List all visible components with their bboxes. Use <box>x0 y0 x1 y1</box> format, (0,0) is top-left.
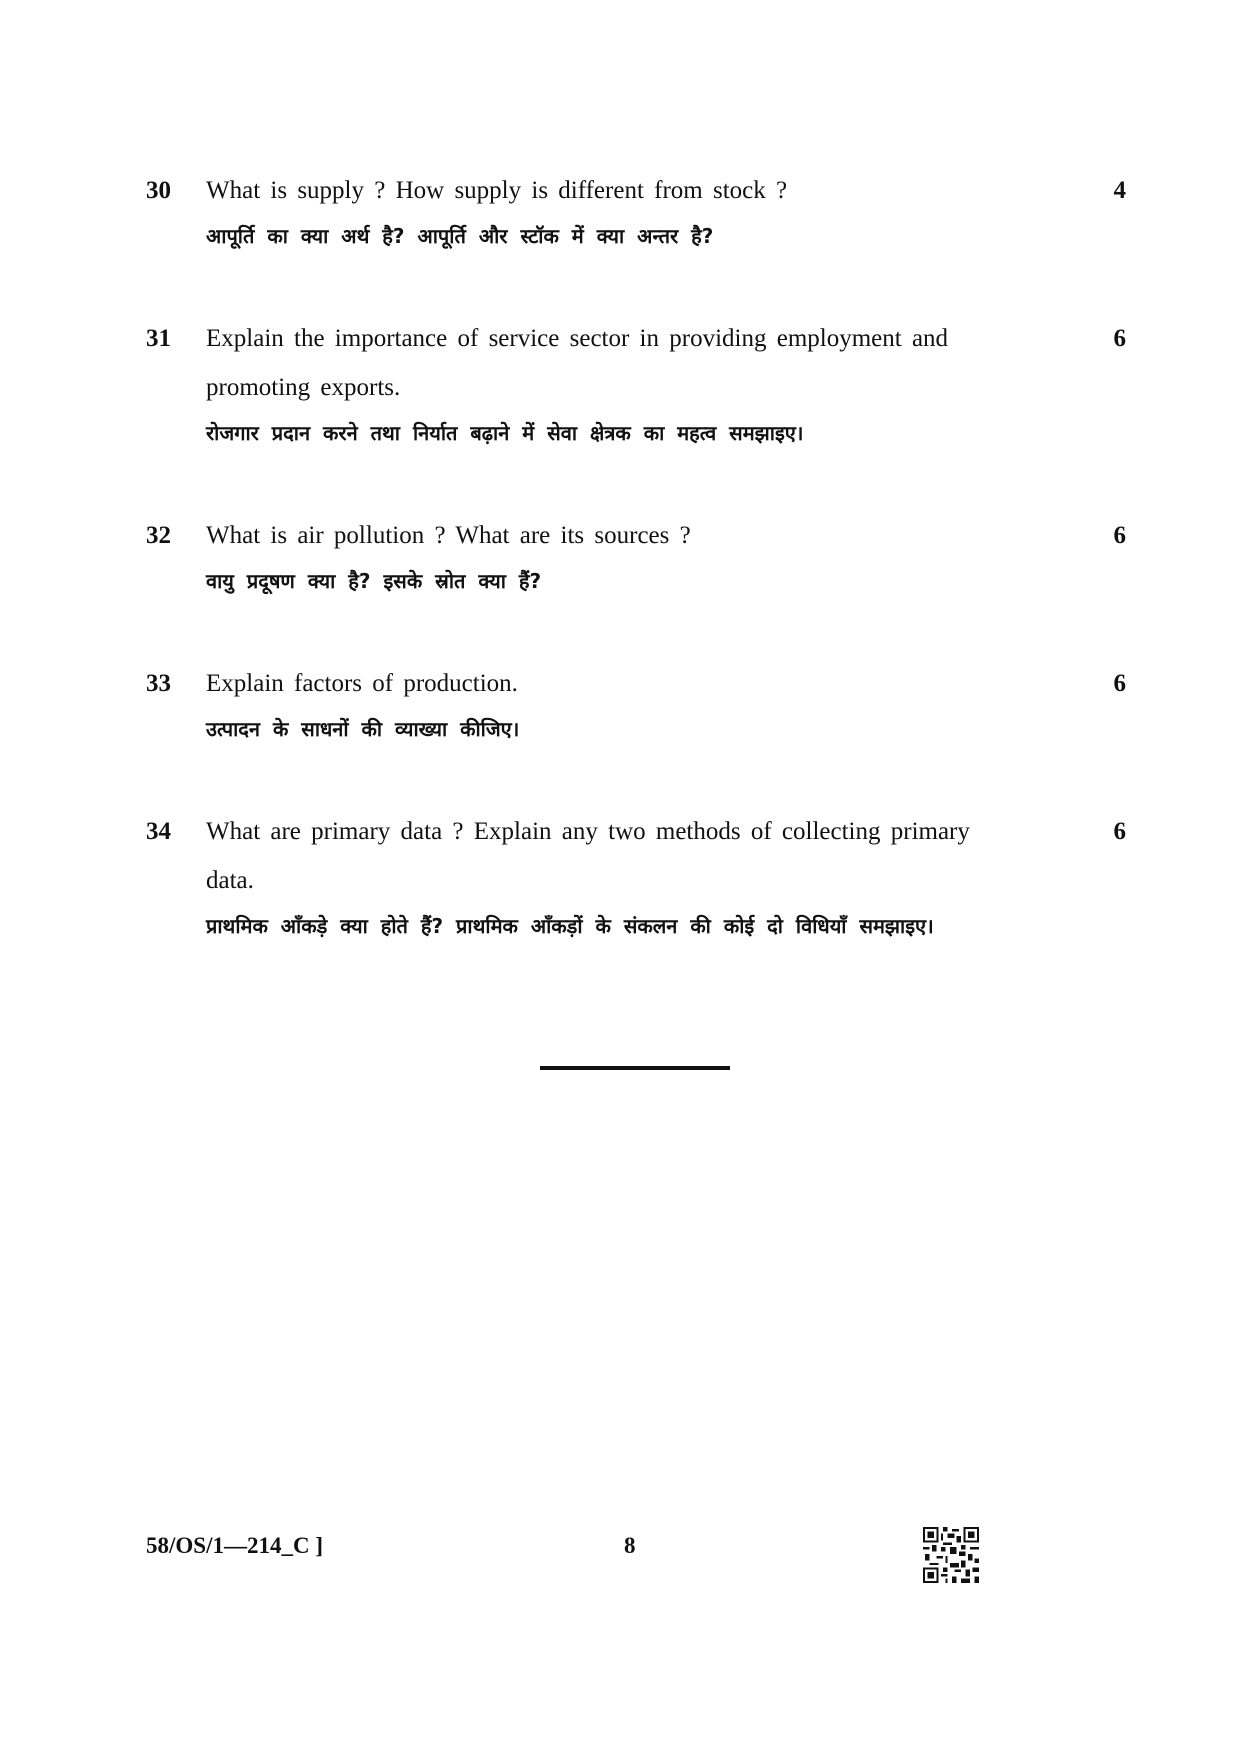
question-body <box>206 324 986 454</box>
question-body <box>206 176 986 257</box>
paper-code: 58/OS/1—214_C ] <box>146 1533 323 1558</box>
question-number: 32 <box>146 522 171 549</box>
question-text-english: What is air pollution ? What are its sources ? <box>206 522 691 549</box>
question-marks: 6 <box>1113 325 1126 352</box>
question-text-english: Explain factors of production. <box>206 670 518 697</box>
question-text-hindi: प्राथमिक आँकड़े क्या होते हैं? प्राथमिक आँकड़ों के संकलन की कोई दो विधियाँ समझाइए। <box>206 914 934 938</box>
question-marks: 6 <box>1113 522 1126 549</box>
question-number: 34 <box>146 818 171 845</box>
question-body <box>206 669 986 750</box>
question-text-hindi: उत्पादन के साधनों की व्याख्या कीजिए। <box>206 717 520 741</box>
question-marks: 6 <box>1113 670 1126 697</box>
question-body <box>206 817 986 947</box>
question-text-hindi: वायु प्रदूषण क्या है? इसके स्रोत क्या हैं? <box>206 569 542 593</box>
question-text-hindi: आपूर्ति का क्या अर्थ है? आपूर्ति और स्टॉक में क्या अन्तर है? <box>206 224 714 248</box>
qr-code-icon <box>923 1527 979 1583</box>
question-text-english: What is supply ? How supply is different from stock ? <box>206 177 788 204</box>
question-marks: 4 <box>1113 177 1126 204</box>
question-text-english: Explain the importance of service sector in providing employment and promoting exports. <box>206 325 949 401</box>
question-text-english: What are primary data ? Explain any two methods of collecting primary data. <box>206 818 970 894</box>
question-number: 30 <box>146 177 171 204</box>
question-marks: 6 <box>1113 818 1126 845</box>
page-number: 8 <box>624 1533 636 1558</box>
question-body <box>206 521 986 602</box>
question-number: 31 <box>146 325 171 352</box>
question-number: 33 <box>146 670 171 697</box>
end-of-paper-rule <box>540 1066 730 1070</box>
question-text-hindi: रोजगार प्रदान करने तथा निर्यात बढ़ाने में सेवा क्षेत्रक का महत्व समझाइए। <box>206 421 804 445</box>
